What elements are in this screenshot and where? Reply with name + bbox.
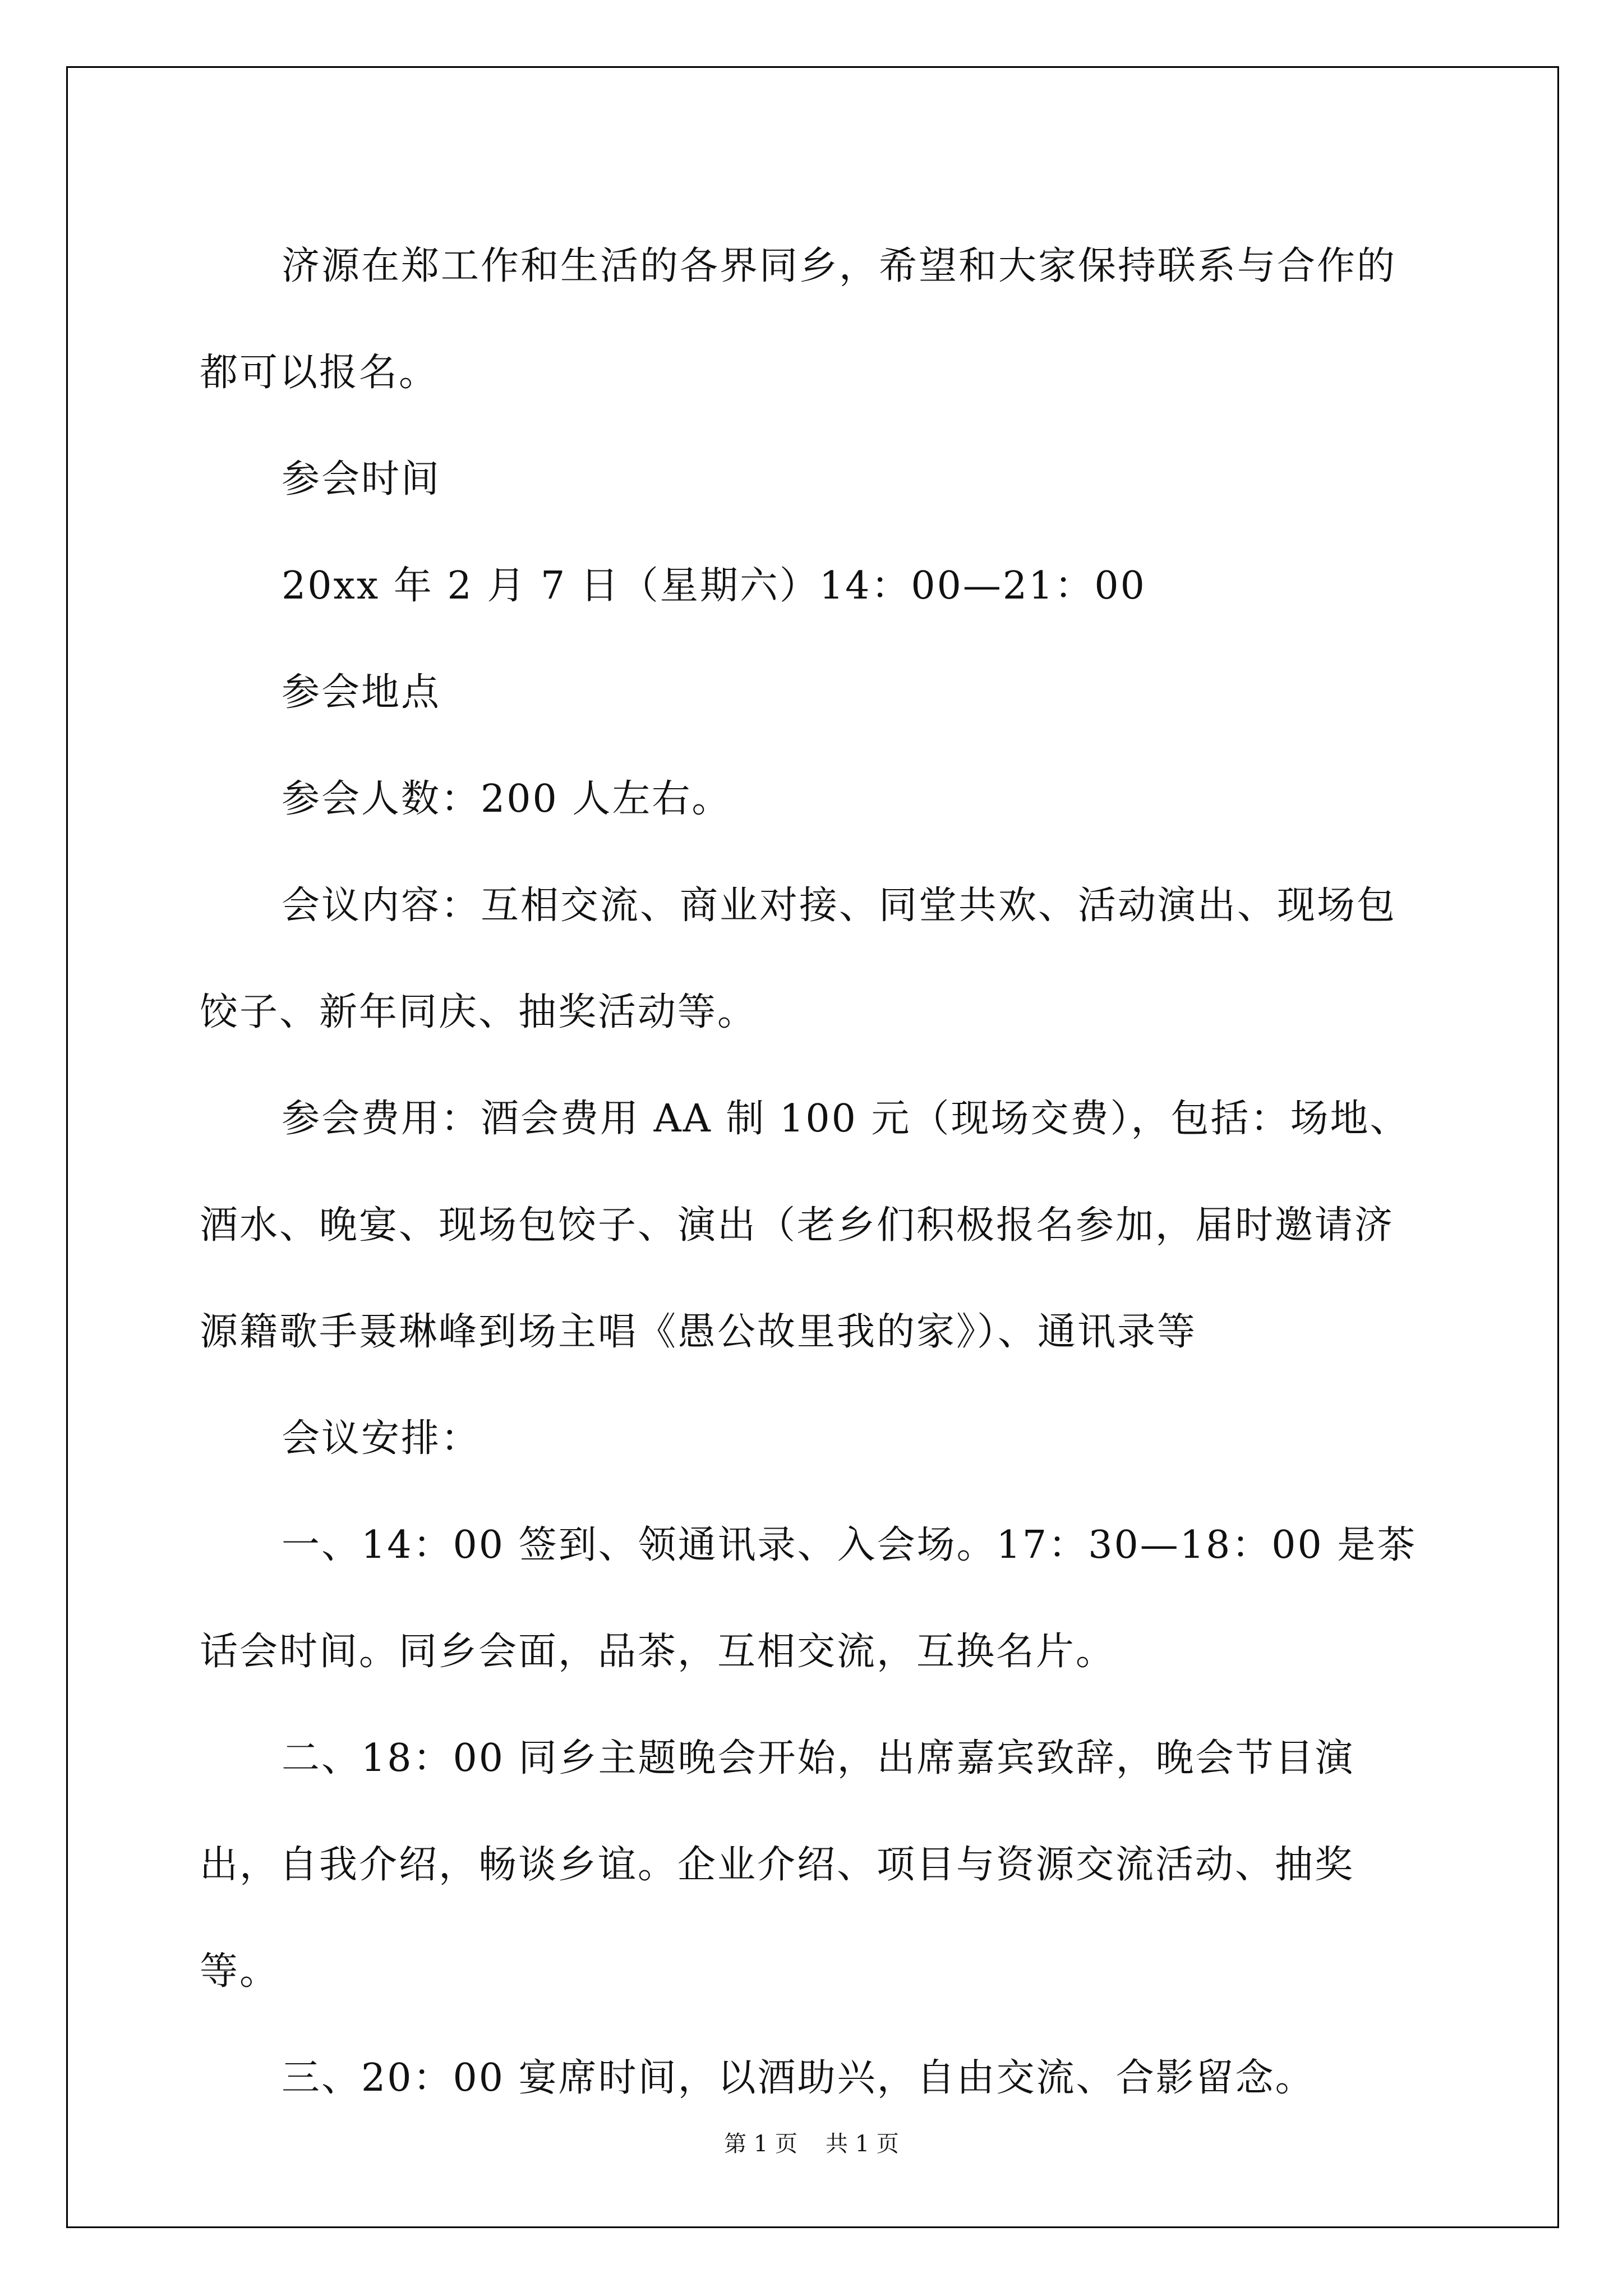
paragraph-arrangement-1: 一、14：00 签到、领通讯录、入会场。17：30—18：00 是茶话会时间。同乡会面，品茶，互相交流，互换名片。 (200, 1523, 1417, 1674)
paragraph-content: 会议内容：互相交流、商业对接、同堂共欢、活动演出、现场包饺子、新年同庆、抽奖活动等。 (200, 884, 1397, 1034)
page-number-current: 第 1 页 (724, 2131, 797, 2157)
paragraph-arrangement-2: 二、18：00 同乡主题晚会开始，出席嘉宾致辞，晚会节目演出，自我介绍，畅谈乡谊。企业介绍、项目与资源交流活动、抽奖等。 (200, 1736, 1355, 1994)
heading-arrangement: 会议安排： (282, 1416, 481, 1461)
document-body (200, 213, 1433, 2132)
paragraph-eligibility: 济源在郑工作和生活的各界同乡，希望和大家保持联系与合作的都可以报名。 (200, 244, 1397, 395)
page-number-total: 共 1 页 (826, 2131, 899, 2157)
heading-meeting-location: 参会地点 (282, 670, 441, 715)
paragraph-attendees: 参会人数：200 人左右。 (282, 777, 732, 821)
paragraph-arrangement-3: 三、20：00 宴席时间，以酒助兴，自由交流、合影留念。 (282, 2056, 1315, 2100)
paragraph-fees: 参会费用：酒会费用 AA 制 100 元（现场交费），包括：场地、酒水、晚宴、现场包饺子、演出（老乡们积极报名参加，届时邀请济源籍歌手聂琳峰到场主唱《愚公故里我的家》）、通讯录等 (200, 1097, 1410, 1354)
paragraph-meeting-time: 20xx 年 2 月 7 日（星期六）14：00—21：00 (282, 564, 1146, 608)
page-footer (0, 2127, 1623, 2161)
heading-meeting-time: 参会时间 (282, 457, 441, 501)
